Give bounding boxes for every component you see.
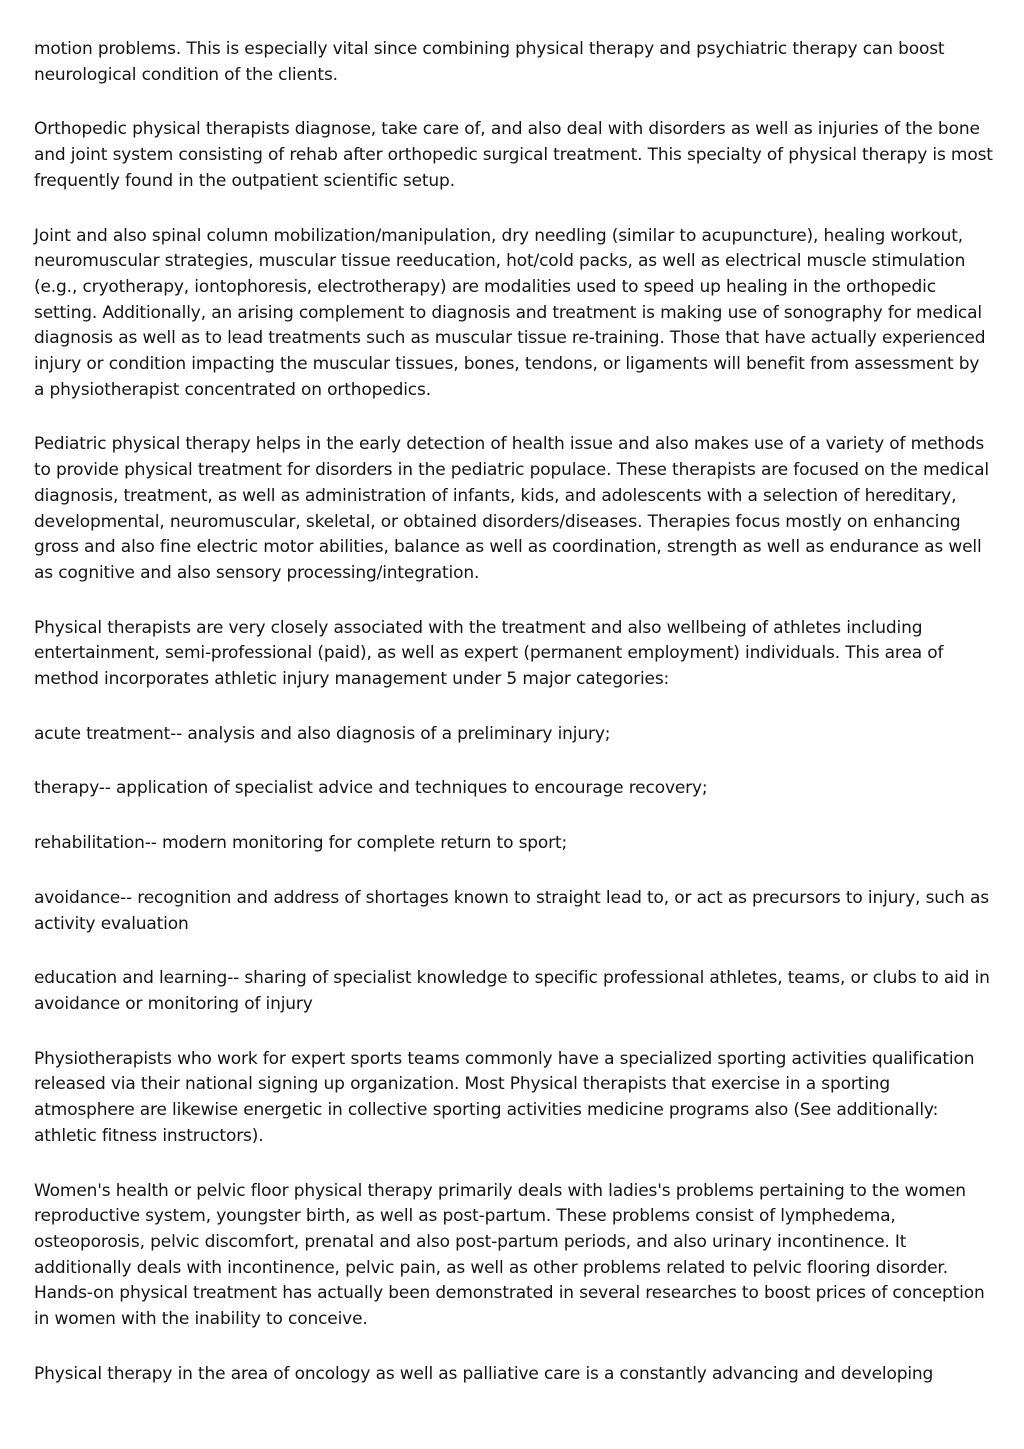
- paragraph-acute-treatment: acute treatment-- analysis and also diagnosis of a preliminary injury;: [34, 723, 611, 744]
- paragraph-oncology: Physical therapy in the area of oncology as well as palliative care is a constantly advancing and developing: [34, 1363, 934, 1384]
- paragraph-womens-health: Women's health or pelvic floor physical therapy primarily deals with ladies's problems pertaining to the women reproductive system, youngster birth, as well as post-partum. These problems consist of lymphedema, osteoporosis, pelvic discomfort, prenatal and also post-partum periods, and also urinary incontinence. It additionally deals with incontinence, pelvic pain, as well as other problems related to pelvic flooring disorder. Hands-on physical treatment has actually been demonstrated in several researches to boost prices of conception in women with the inability to conceive.: [34, 1180, 985, 1330]
- paragraph-orthopedic: Orthopedic physical therapists diagnose, take care of, and also deal with disorders as well as injuries of the bone and joint system consisting of rehab after orthopedic surgical treatment. This specialty of physical therapy is most frequently found in the outpatient scientific setup.: [34, 119, 993, 191]
- paragraph-sports-teams: Physiotherapists who work for expert sports teams commonly have a specialized sporting activities qualification released via their national signing up organization. Most Physical therapists that exercise in a sporting atmosphere are likewise energetic in collective sporting activities medicine programs also (See additionally: athletic fitness instructors).: [34, 1048, 975, 1146]
- paragraph-athletes: Physical therapists are very closely associated with the treatment and also wellbeing of athletes including entertainment, semi-professional (paid), as well as expert (permanent employment) individuals. This area of method incorporates athletic injury management under 5 major categories:: [34, 617, 944, 690]
- paragraph-joint-spinal: Joint and also spinal column mobilization/manipulation, dry needling (similar to acupuncture), healing workout, neuromuscular strategies, muscular tissue reeducation, hot/cold packs, as well as electrical muscle stimulation (e.g., cryotherapy, iontophoresis, electrotherapy) are modalities used to speed up healing in the orthopedic setting. Additionally, an arising complement to diagnosis and treatment is making use of sonography for medical diagnosis as well as to lead treatments such as muscular tissue re-training. Those that have actually experienced injury or condition impacting the muscular tissues, bones, tendons, or ligaments will benefit from assessment by a physiotherapist concentrated on orthopedics.: [34, 225, 986, 400]
- document-body: [34, 37, 994, 1387]
- paragraph-motion-problems: motion problems. This is especially vital since combining physical therapy and psychiatric therapy can boost neurological condition of the clients.: [34, 39, 945, 85]
- paragraph-therapy: therapy-- application of specialist advice and techniques to encourage recovery;: [34, 778, 708, 799]
- paragraph-avoidance: avoidance-- recognition and address of shortages known to straight lead to, or act as precursors to injury, such as activity evaluation: [34, 887, 989, 934]
- paragraph-education: education and learning-- sharing of specialist knowledge to specific professional athletes, teams, or clubs to aid in avoidance or monitoring of injury: [34, 968, 990, 1014]
- paragraph-rehabilitation: rehabilitation-- modern monitoring for complete return to sport;: [34, 833, 568, 854]
- paragraph-pediatric: Pediatric physical therapy helps in the early detection of health issue and also makes use of a variety of methods to provide physical treatment for disorders in the pediatric populace. These therapists are focused on the medical diagnosis, treatment, as well as administration of infants, kids, and adolescents with a selection of hereditary, developmental, neuromuscular, skeletal, or obtained disorders/diseases. Therapies focus mostly on enhancing gross and also fine electric motor abilities, balance as well as coordination, strength as well as endurance as well as cognitive and also sensory processing/integration.: [34, 434, 989, 583]
